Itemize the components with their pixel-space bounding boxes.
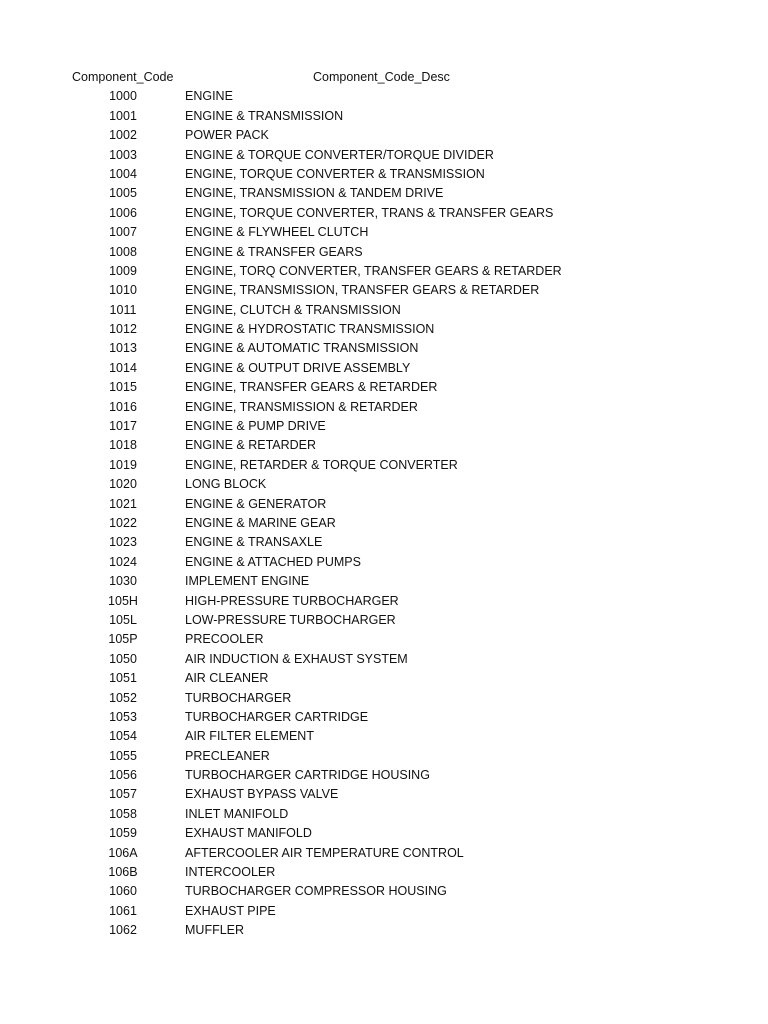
component-desc-cell: ENGINE & TRANSMISSION <box>185 108 344 123</box>
component-code-cell: 1010 <box>109 283 137 298</box>
component-desc-cell: EXHAUST MANIFOLD <box>185 826 312 841</box>
table-row <box>0 805 768 824</box>
table-row <box>0 359 768 378</box>
table-row <box>0 669 768 688</box>
table-row <box>0 126 768 145</box>
component-desc-cell: ENGINE & TORQUE CONVERTER/TORQUE DIVIDER <box>185 147 494 162</box>
table-row <box>0 533 768 552</box>
table-row <box>0 456 768 475</box>
component-desc-cell: TURBOCHARGER CARTRIDGE <box>185 709 369 724</box>
component-code-cell: 1004 <box>109 166 137 181</box>
component-code-cell: 1024 <box>109 554 137 569</box>
table-row <box>0 281 768 300</box>
component-desc-cell: LOW-PRESSURE TURBOCHARGER <box>185 612 396 627</box>
component-code-cell: 105H <box>108 593 138 608</box>
component-code-cell: 1006 <box>109 205 137 220</box>
component-desc-cell: ENGINE & ATTACHED PUMPS <box>185 554 361 569</box>
component-code-cell: 1051 <box>109 671 137 686</box>
table-row <box>0 398 768 417</box>
table-row <box>0 320 768 339</box>
table-row <box>0 301 768 320</box>
component-code-cell: 1020 <box>109 477 137 492</box>
table-row <box>0 223 768 242</box>
table-row <box>0 417 768 436</box>
table-row <box>0 902 768 921</box>
component-code-cell: 1012 <box>109 322 137 337</box>
component-desc-cell: ENGINE & TRANSAXLE <box>185 535 323 550</box>
component-desc-cell: TURBOCHARGER COMPRESSOR HOUSING <box>185 884 447 899</box>
component-code-cell: 1062 <box>109 923 137 938</box>
table-row <box>0 630 768 649</box>
table-row <box>0 204 768 223</box>
component-code-cell: 1018 <box>109 438 137 453</box>
component-desc-cell: TURBOCHARGER <box>185 690 292 705</box>
component-code-cell: 1023 <box>109 535 137 550</box>
table-row <box>0 747 768 766</box>
table-row <box>0 495 768 514</box>
component-code-cell: 1000 <box>109 89 137 104</box>
component-desc-cell: EXHAUST PIPE <box>185 903 276 918</box>
table-row <box>0 844 768 863</box>
component-desc-cell: IMPLEMENT ENGINE <box>185 574 310 589</box>
component-code-cell: 1011 <box>109 302 137 317</box>
table-row <box>0 727 768 746</box>
component-code-cell: 106B <box>108 865 138 880</box>
component-code-cell: 105L <box>109 612 137 627</box>
component-code-cell: 1060 <box>109 884 137 899</box>
table-row <box>0 611 768 630</box>
table-row <box>0 436 768 455</box>
table-row <box>0 475 768 494</box>
component-desc-cell: ENGINE & GENERATOR <box>185 496 327 511</box>
component-code-cell: 1005 <box>109 186 137 201</box>
table-row <box>0 882 768 901</box>
component-desc-cell: ENGINE & TRANSFER GEARS <box>185 244 363 259</box>
component-code-cell: 1050 <box>109 651 137 666</box>
component-code-cell: 1030 <box>109 574 137 589</box>
component-desc-cell: ENGINE & FLYWHEEL CLUTCH <box>185 225 369 240</box>
component-desc-cell: INTERCOOLER <box>185 865 276 880</box>
component-desc-cell: ENGINE, RETARDER & TORQUE CONVERTER <box>185 457 458 472</box>
component-code-cell: 1056 <box>109 768 137 783</box>
table-row <box>0 184 768 203</box>
component-desc-cell: ENGINE, CLUTCH & TRANSMISSION <box>185 302 401 317</box>
component-desc-cell: ENGINE, TRANSMISSION & TANDEM DRIVE <box>185 186 444 201</box>
component-code-cell: 1057 <box>109 787 137 802</box>
component-desc-cell: MUFFLER <box>185 923 245 938</box>
component-desc-cell: ENGINE, TRANSMISSION & RETARDER <box>185 399 418 414</box>
table-row <box>0 514 768 533</box>
table-body <box>0 87 768 940</box>
table-row <box>0 689 768 708</box>
header-row <box>0 68 768 87</box>
component-desc-cell: AIR FILTER ELEMENT <box>185 729 314 744</box>
table-row <box>0 572 768 591</box>
component-code-cell: 1022 <box>109 515 137 530</box>
table-row <box>0 87 768 106</box>
component-desc-cell: ENGINE <box>185 89 233 104</box>
component-code-cell: 1017 <box>109 419 137 434</box>
table-row <box>0 107 768 126</box>
component-code-cell: 1052 <box>109 690 137 705</box>
component-code-cell: 1015 <box>109 380 137 395</box>
table-row <box>0 785 768 804</box>
component-desc-cell: INLET MANIFOLD <box>185 806 289 821</box>
component-desc-cell: ENGINE & RETARDER <box>185 438 317 453</box>
component-code-cell: 106A <box>108 845 138 860</box>
component-code-cell: 1019 <box>109 457 137 472</box>
table-row <box>0 766 768 785</box>
component-code-cell: 1014 <box>109 360 137 375</box>
component-code-cell: 1007 <box>109 225 137 240</box>
table-row <box>0 553 768 572</box>
component-desc-cell: LONG BLOCK <box>185 477 267 492</box>
component-desc-cell: ENGINE & AUTOMATIC TRANSMISSION <box>185 341 419 356</box>
component-code-cell: 1002 <box>109 128 137 143</box>
component-code-cell: 1008 <box>109 244 137 259</box>
component-code-cell: 1055 <box>109 748 137 763</box>
component-desc-cell: PRECLEANER <box>185 748 270 763</box>
component-desc-cell: POWER PACK <box>185 128 269 143</box>
component-code-cell: 1059 <box>109 826 137 841</box>
table-row <box>0 650 768 669</box>
table-row <box>0 863 768 882</box>
component-desc-cell: ENGINE & MARINE GEAR <box>185 515 336 530</box>
table-row <box>0 262 768 281</box>
component-desc-cell: ENGINE, TORQUE CONVERTER & TRANSMISSION <box>185 166 485 181</box>
component-desc-cell: AIR CLEANER <box>185 671 269 686</box>
component-code-cell: 1054 <box>109 729 137 744</box>
table-row <box>0 146 768 165</box>
component-desc-cell: ENGINE, TRANSMISSION, TRANSFER GEARS & RETARDER <box>185 283 540 298</box>
component-code-cell: 1061 <box>109 903 137 918</box>
component-desc-cell: EXHAUST BYPASS VALVE <box>185 787 339 802</box>
table-row <box>0 165 768 184</box>
table-row <box>0 921 768 940</box>
component-code-cell: 1053 <box>109 709 137 724</box>
column-header-code: Component_Code <box>72 70 174 84</box>
component-desc-cell: PRECOOLER <box>185 632 264 647</box>
component-desc-cell: TURBOCHARGER CARTRIDGE HOUSING <box>185 768 430 783</box>
component-desc-cell: ENGINE, TRANSFER GEARS & RETARDER <box>185 380 438 395</box>
component-code-cell: 1001 <box>109 108 137 123</box>
table-row <box>0 824 768 843</box>
component-desc-cell: ENGINE & OUTPUT DRIVE ASSEMBLY <box>185 360 411 375</box>
table-row <box>0 243 768 262</box>
component-code-cell: 1021 <box>109 496 137 511</box>
component-code-cell: 1003 <box>109 147 137 162</box>
component-desc-cell: ENGINE & PUMP DRIVE <box>185 419 326 434</box>
component-code-cell: 1009 <box>109 263 137 278</box>
table-row <box>0 378 768 397</box>
table-row <box>0 708 768 727</box>
component-code-cell: 105P <box>108 632 138 647</box>
component-desc-cell: AFTERCOOLER AIR TEMPERATURE CONTROL <box>185 845 464 860</box>
component-code-cell: 1058 <box>109 806 137 821</box>
column-header-desc: Component_Code_Desc <box>313 70 450 84</box>
table-row <box>0 339 768 358</box>
component-desc-cell: ENGINE, TORQ CONVERTER, TRANSFER GEARS & RETARDER <box>185 263 562 278</box>
component-code-cell: 1016 <box>109 399 137 414</box>
table-row <box>0 592 768 611</box>
component-desc-cell: ENGINE, TORQUE CONVERTER, TRANS & TRANSFER GEARS <box>185 205 554 220</box>
component-desc-cell: HIGH-PRESSURE TURBOCHARGER <box>185 593 399 608</box>
component-desc-cell: ENGINE & HYDROSTATIC TRANSMISSION <box>185 322 435 337</box>
component-code-sheet <box>0 68 768 941</box>
component-desc-cell: AIR INDUCTION & EXHAUST SYSTEM <box>185 651 408 666</box>
component-code-cell: 1013 <box>109 341 137 356</box>
